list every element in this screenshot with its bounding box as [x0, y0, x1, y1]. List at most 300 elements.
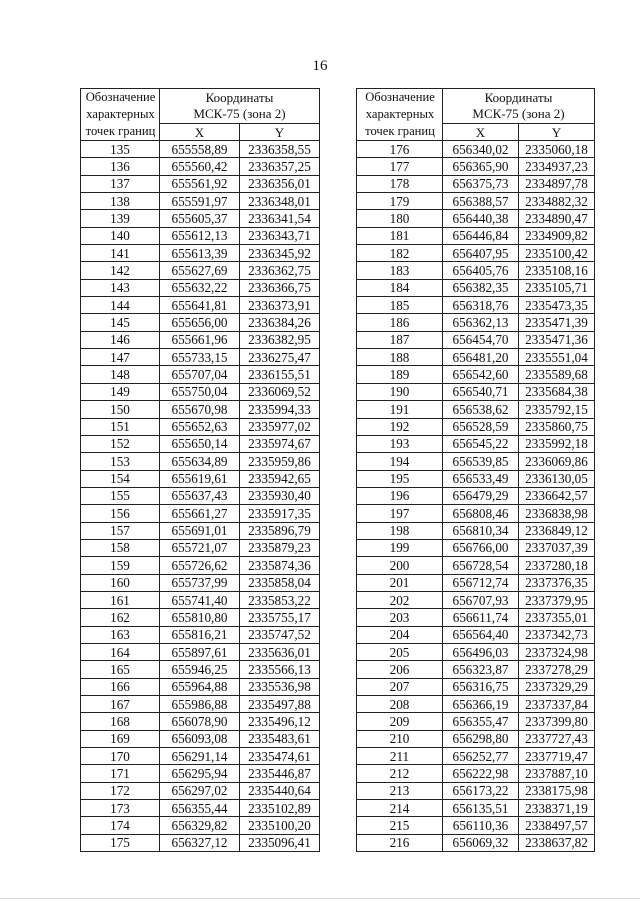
point-number-cell: 152 — [81, 435, 160, 452]
y-coordinate-cell: 2335060,18 — [519, 141, 595, 158]
x-coordinate-cell: 655986,88 — [160, 696, 240, 713]
x-coordinate-cell: 655721,07 — [160, 539, 240, 556]
point-number-cell: 181 — [357, 227, 443, 244]
y-column-header: Y — [240, 124, 320, 141]
point-number-cell: 155 — [81, 487, 160, 504]
y-coordinate-cell: 2336130,05 — [519, 470, 595, 487]
table-row — [81, 175, 320, 192]
point-number-cell: 210 — [357, 730, 443, 747]
point-number-cell: 148 — [81, 366, 160, 383]
y-coordinate-cell: 2337342,73 — [519, 626, 595, 643]
x-coordinate-cell: 655810,80 — [160, 609, 240, 626]
x-coordinate-cell: 656539,85 — [443, 453, 519, 470]
table-row — [81, 383, 320, 400]
table-row — [81, 193, 320, 210]
x-coordinate-cell: 656295,94 — [160, 765, 240, 782]
y-coordinate-cell: 2335566,13 — [240, 661, 320, 678]
x-coordinate-cell: 655634,89 — [160, 453, 240, 470]
point-number-cell: 139 — [81, 210, 160, 227]
point-number-cell: 214 — [357, 800, 443, 817]
y-coordinate-cell: 2335496,12 — [240, 713, 320, 730]
y-coordinate-cell: 2336275,47 — [240, 349, 320, 366]
table-row — [81, 245, 320, 262]
table-row — [357, 210, 595, 227]
table-row — [357, 158, 595, 175]
y-coordinate-cell: 2336343,71 — [240, 227, 320, 244]
table-row — [81, 765, 320, 782]
y-coordinate-cell: 2337355,01 — [519, 609, 595, 626]
y-coordinate-cell: 2335977,02 — [240, 418, 320, 435]
y-coordinate-cell: 2336356,01 — [240, 175, 320, 192]
coordinates-rows-left — [81, 141, 320, 852]
x-coordinate-cell: 656407,95 — [443, 245, 519, 262]
table-row — [357, 817, 595, 834]
table-row — [357, 591, 595, 608]
point-number-cell: 167 — [81, 696, 160, 713]
point-label-header — [81, 89, 160, 141]
x-coordinate-cell: 655612,13 — [160, 227, 240, 244]
point-number-cell: 186 — [357, 314, 443, 331]
coordinates-table-left — [80, 88, 320, 852]
table-row — [81, 366, 320, 383]
coordinate-system: МСК-75 (зона 2) — [193, 106, 286, 121]
x-coordinate-cell: 656362,13 — [443, 314, 519, 331]
table-row — [357, 245, 595, 262]
table-row — [357, 782, 595, 799]
x-coordinate-cell: 656728,54 — [443, 557, 519, 574]
y-coordinate-cell: 2338175,98 — [519, 782, 595, 799]
x-coordinate-cell: 655661,96 — [160, 331, 240, 348]
x-coordinate-cell: 656533,49 — [443, 470, 519, 487]
x-coordinate-cell: 655591,97 — [160, 193, 240, 210]
x-coordinate-cell: 655670,98 — [160, 401, 240, 418]
table-row — [357, 539, 595, 556]
x-coordinate-cell: 655558,89 — [160, 141, 240, 158]
x-coordinate-cell: 656810,34 — [443, 522, 519, 539]
table-row — [357, 643, 595, 660]
y-coordinate-cell: 2336382,95 — [240, 331, 320, 348]
x-coordinate-cell: 655605,37 — [160, 210, 240, 227]
table-row — [81, 279, 320, 296]
point-number-cell: 182 — [357, 245, 443, 262]
point-number-cell: 183 — [357, 262, 443, 279]
y-coordinate-cell: 2336366,75 — [240, 279, 320, 296]
y-coordinate-cell: 2337719,47 — [519, 748, 595, 765]
point-number-cell: 188 — [357, 349, 443, 366]
point-number-cell: 212 — [357, 765, 443, 782]
y-coordinate-cell: 2335589,68 — [519, 366, 595, 383]
table-row — [357, 314, 595, 331]
y-coordinate-cell: 2337280,18 — [519, 557, 595, 574]
x-coordinate-cell: 656528,59 — [443, 418, 519, 435]
table-row — [357, 834, 595, 851]
table-row — [357, 401, 595, 418]
x-coordinate-cell: 655661,27 — [160, 505, 240, 522]
point-label-line3: точек границ — [365, 124, 435, 138]
y-coordinate-cell: 2335100,20 — [240, 817, 320, 834]
point-number-cell: 176 — [357, 141, 443, 158]
y-coordinate-cell: 2335792,15 — [519, 401, 595, 418]
point-number-cell: 179 — [357, 193, 443, 210]
point-number-cell: 209 — [357, 713, 443, 730]
x-coordinate-cell: 656110,36 — [443, 817, 519, 834]
point-number-cell: 149 — [81, 383, 160, 400]
point-number-cell: 166 — [81, 678, 160, 695]
x-coordinate-cell: 656355,47 — [443, 713, 519, 730]
point-number-cell: 157 — [81, 522, 160, 539]
x-coordinate-cell: 655897,61 — [160, 643, 240, 660]
x-coordinate-cell: 656069,32 — [443, 834, 519, 851]
table-row — [81, 210, 320, 227]
point-number-cell: 187 — [357, 331, 443, 348]
y-coordinate-cell: 2337337,84 — [519, 696, 595, 713]
table-row — [357, 696, 595, 713]
table-row — [357, 418, 595, 435]
y-coordinate-cell: 2337376,35 — [519, 574, 595, 591]
table-row — [81, 297, 320, 314]
y-coordinate-cell: 2336642,57 — [519, 487, 595, 504]
x-coordinate-cell: 656611,74 — [443, 609, 519, 626]
x-coordinate-cell: 655561,92 — [160, 175, 240, 192]
y-coordinate-cell: 2334897,78 — [519, 175, 595, 192]
y-coordinate-cell: 2337278,29 — [519, 661, 595, 678]
table-row — [357, 141, 595, 158]
x-coordinate-cell: 656375,73 — [443, 175, 519, 192]
x-coordinate-cell: 655641,81 — [160, 297, 240, 314]
table-row — [81, 487, 320, 504]
point-label-line1: Обозначение — [85, 90, 156, 104]
point-number-cell: 147 — [81, 349, 160, 366]
point-number-cell: 189 — [357, 366, 443, 383]
x-coordinate-cell: 656291,14 — [160, 748, 240, 765]
table-row — [357, 800, 595, 817]
table-row — [357, 227, 595, 244]
point-number-cell: 140 — [81, 227, 160, 244]
point-number-cell: 165 — [81, 661, 160, 678]
table-row — [357, 279, 595, 296]
point-number-cell: 141 — [81, 245, 160, 262]
y-coordinate-cell: 2336384,26 — [240, 314, 320, 331]
table-row — [357, 175, 595, 192]
x-coordinate-cell: 655946,25 — [160, 661, 240, 678]
point-label-line1: Обозначение — [365, 90, 435, 104]
x-coordinate-cell: 656707,93 — [443, 591, 519, 608]
y-coordinate-cell: 2336373,91 — [240, 297, 320, 314]
table-row — [357, 349, 595, 366]
y-coordinate-cell: 2336357,25 — [240, 158, 320, 175]
point-number-cell: 169 — [81, 730, 160, 747]
coordinates-rows-right — [357, 141, 595, 852]
x-coordinate-cell: 655619,61 — [160, 470, 240, 487]
x-coordinate-cell: 656405,76 — [443, 262, 519, 279]
point-number-cell: 158 — [81, 539, 160, 556]
x-coordinate-cell: 656712,74 — [443, 574, 519, 591]
x-coordinate-cell: 656316,75 — [443, 678, 519, 695]
point-number-cell: 164 — [81, 643, 160, 660]
y-coordinate-cell: 2336348,01 — [240, 193, 320, 210]
x-coordinate-cell: 656496,03 — [443, 643, 519, 660]
x-coordinate-cell: 655707,04 — [160, 366, 240, 383]
y-coordinate-cell: 2337324,98 — [519, 643, 595, 660]
coordinates-header — [160, 89, 320, 124]
x-coordinate-cell: 656340,02 — [443, 141, 519, 158]
table-row — [357, 765, 595, 782]
point-number-cell: 156 — [81, 505, 160, 522]
x-coordinate-cell: 655750,04 — [160, 383, 240, 400]
x-coordinate-cell: 656327,12 — [160, 834, 240, 851]
y-coordinate-cell: 2335994,33 — [240, 401, 320, 418]
y-coordinate-cell: 2335536,98 — [240, 678, 320, 695]
point-number-cell: 159 — [81, 557, 160, 574]
x-coordinate-cell: 656297,02 — [160, 782, 240, 799]
point-number-cell: 190 — [357, 383, 443, 400]
point-label-line3: точек границ — [85, 124, 156, 138]
x-coordinate-cell: 655560,42 — [160, 158, 240, 175]
point-number-cell: 175 — [81, 834, 160, 851]
y-coordinate-cell: 2338497,57 — [519, 817, 595, 834]
x-coordinate-cell: 656808,46 — [443, 505, 519, 522]
table-row — [81, 782, 320, 799]
x-coordinate-cell: 656454,70 — [443, 331, 519, 348]
x-coordinate-cell: 655656,00 — [160, 314, 240, 331]
point-number-cell: 160 — [81, 574, 160, 591]
table-row — [81, 696, 320, 713]
y-coordinate-cell: 2338371,19 — [519, 800, 595, 817]
table-row — [81, 227, 320, 244]
table-row — [81, 262, 320, 279]
x-coordinate-cell: 656329,82 — [160, 817, 240, 834]
point-number-cell: 150 — [81, 401, 160, 418]
point-number-cell: 170 — [81, 748, 160, 765]
table-row — [357, 453, 595, 470]
point-number-cell: 207 — [357, 678, 443, 695]
x-coordinate-cell: 655964,88 — [160, 678, 240, 695]
y-coordinate-cell: 2336341,54 — [240, 210, 320, 227]
point-number-cell: 154 — [81, 470, 160, 487]
coordinates-table-right — [356, 88, 595, 852]
x-coordinate-cell: 656135,51 — [443, 800, 519, 817]
point-number-cell: 185 — [357, 297, 443, 314]
table-row — [81, 158, 320, 175]
table-row — [81, 748, 320, 765]
y-coordinate-cell: 2335483,61 — [240, 730, 320, 747]
y-coordinate-cell: 2335896,79 — [240, 522, 320, 539]
point-number-cell: 184 — [357, 279, 443, 296]
x-coordinate-cell: 656222,98 — [443, 765, 519, 782]
table-row — [81, 539, 320, 556]
point-number-cell: 173 — [81, 800, 160, 817]
x-coordinate-cell: 655733,15 — [160, 349, 240, 366]
point-number-cell: 206 — [357, 661, 443, 678]
y-coordinate-cell: 2335474,61 — [240, 748, 320, 765]
point-number-cell: 199 — [357, 539, 443, 556]
y-coordinate-cell: 2336849,12 — [519, 522, 595, 539]
table-row — [81, 331, 320, 348]
y-coordinate-cell: 2335471,36 — [519, 331, 595, 348]
table-row — [81, 678, 320, 695]
table-row — [357, 730, 595, 747]
point-number-cell: 194 — [357, 453, 443, 470]
point-number-cell: 168 — [81, 713, 160, 730]
point-number-cell: 136 — [81, 158, 160, 175]
point-number-cell: 195 — [357, 470, 443, 487]
point-number-cell: 213 — [357, 782, 443, 799]
x-coordinate-cell: 656766,00 — [443, 539, 519, 556]
point-label-line2: характерных — [86, 107, 155, 121]
x-coordinate-cell: 656538,62 — [443, 401, 519, 418]
y-coordinate-cell: 2336069,52 — [240, 383, 320, 400]
y-coordinate-cell: 2335497,88 — [240, 696, 320, 713]
x-coordinate-cell: 655613,39 — [160, 245, 240, 262]
y-coordinate-cell: 2335096,41 — [240, 834, 320, 851]
y-coordinate-cell: 2335102,89 — [240, 800, 320, 817]
y-coordinate-cell: 2335930,40 — [240, 487, 320, 504]
y-coordinate-cell: 2335473,35 — [519, 297, 595, 314]
point-number-cell: 204 — [357, 626, 443, 643]
table-row — [357, 609, 595, 626]
table-row — [357, 366, 595, 383]
table-row — [357, 522, 595, 539]
table-row — [81, 643, 320, 660]
y-coordinate-cell: 2335858,04 — [240, 574, 320, 591]
x-coordinate-cell: 655726,62 — [160, 557, 240, 574]
table-row — [357, 748, 595, 765]
x-coordinate-cell: 655816,21 — [160, 626, 240, 643]
y-coordinate-cell: 2334909,82 — [519, 227, 595, 244]
y-coordinate-cell: 2335874,36 — [240, 557, 320, 574]
coordinates-title: Координаты — [484, 90, 553, 105]
table-row — [357, 435, 595, 452]
point-number-cell: 135 — [81, 141, 160, 158]
coordinate-system: МСК-75 (зона 2) — [472, 106, 565, 121]
table-row — [357, 297, 595, 314]
x-coordinate-cell: 656479,29 — [443, 487, 519, 504]
x-column-header: X — [443, 124, 519, 141]
point-number-cell: 162 — [81, 609, 160, 626]
y-coordinate-cell: 2335747,52 — [240, 626, 320, 643]
point-number-cell: 205 — [357, 643, 443, 660]
table-row — [81, 800, 320, 817]
point-number-cell: 174 — [81, 817, 160, 834]
x-coordinate-cell: 656078,90 — [160, 713, 240, 730]
y-coordinate-cell: 2336358,55 — [240, 141, 320, 158]
point-number-cell: 177 — [357, 158, 443, 175]
x-coordinate-cell: 656388,57 — [443, 193, 519, 210]
y-coordinate-cell: 2335992,18 — [519, 435, 595, 452]
point-number-cell: 202 — [357, 591, 443, 608]
point-number-cell: 211 — [357, 748, 443, 765]
point-number-cell: 196 — [357, 487, 443, 504]
table-row — [357, 383, 595, 400]
x-coordinate-cell: 656382,35 — [443, 279, 519, 296]
x-coordinate-cell: 656318,76 — [443, 297, 519, 314]
x-coordinate-cell: 655637,43 — [160, 487, 240, 504]
x-coordinate-cell: 656542,60 — [443, 366, 519, 383]
y-column-header: Y — [519, 124, 595, 141]
x-coordinate-cell: 655632,22 — [160, 279, 240, 296]
table-row — [81, 141, 320, 158]
point-number-cell: 151 — [81, 418, 160, 435]
y-coordinate-cell: 2336838,98 — [519, 505, 595, 522]
point-number-cell: 138 — [81, 193, 160, 210]
y-coordinate-cell: 2334890,47 — [519, 210, 595, 227]
x-coordinate-cell: 656365,90 — [443, 158, 519, 175]
y-coordinate-cell: 2337379,95 — [519, 591, 595, 608]
point-number-cell: 178 — [357, 175, 443, 192]
table-row — [357, 487, 595, 504]
point-number-cell: 144 — [81, 297, 160, 314]
x-coordinate-cell: 656298,80 — [443, 730, 519, 747]
y-coordinate-cell: 2337037,39 — [519, 539, 595, 556]
x-coordinate-cell: 655741,40 — [160, 591, 240, 608]
coordinates-title: Координаты — [205, 90, 274, 105]
x-coordinate-cell: 655691,01 — [160, 522, 240, 539]
y-coordinate-cell: 2335440,64 — [240, 782, 320, 799]
point-number-cell: 142 — [81, 262, 160, 279]
y-coordinate-cell: 2337399,80 — [519, 713, 595, 730]
point-number-cell: 215 — [357, 817, 443, 834]
table-row — [357, 331, 595, 348]
table-row — [81, 522, 320, 539]
table-row — [357, 661, 595, 678]
y-coordinate-cell: 2336155,51 — [240, 366, 320, 383]
point-number-cell: 172 — [81, 782, 160, 799]
y-coordinate-cell: 2337887,10 — [519, 765, 595, 782]
point-number-cell: 180 — [357, 210, 443, 227]
page-number: 16 — [312, 58, 328, 74]
y-coordinate-cell: 2335471,39 — [519, 314, 595, 331]
y-coordinate-cell: 2335860,75 — [519, 418, 595, 435]
x-coordinate-cell: 656355,44 — [160, 800, 240, 817]
table-row — [81, 609, 320, 626]
table-row — [81, 453, 320, 470]
point-number-cell: 193 — [357, 435, 443, 452]
point-label-header — [357, 89, 443, 141]
x-coordinate-cell: 656540,71 — [443, 383, 519, 400]
table-row — [357, 470, 595, 487]
point-number-cell: 201 — [357, 574, 443, 591]
y-coordinate-cell: 2335755,17 — [240, 609, 320, 626]
y-coordinate-cell: 2335917,35 — [240, 505, 320, 522]
y-coordinate-cell: 2334937,23 — [519, 158, 595, 175]
y-coordinate-cell: 2334882,32 — [519, 193, 595, 210]
y-coordinate-cell: 2335636,01 — [240, 643, 320, 660]
point-number-cell: 137 — [81, 175, 160, 192]
point-number-cell: 161 — [81, 591, 160, 608]
table-row — [357, 713, 595, 730]
y-coordinate-cell: 2335100,42 — [519, 245, 595, 262]
coordinates-header — [443, 89, 595, 124]
point-number-cell: 208 — [357, 696, 443, 713]
table-row — [81, 505, 320, 522]
x-column-header: X — [160, 124, 240, 141]
table-row — [81, 435, 320, 452]
y-coordinate-cell: 2335684,38 — [519, 383, 595, 400]
table-row — [81, 834, 320, 851]
y-coordinate-cell: 2337329,29 — [519, 678, 595, 695]
table-row — [81, 713, 320, 730]
y-coordinate-cell: 2335942,65 — [240, 470, 320, 487]
x-coordinate-cell: 655627,69 — [160, 262, 240, 279]
y-coordinate-cell: 2335446,87 — [240, 765, 320, 782]
table-row — [81, 661, 320, 678]
x-coordinate-cell: 656093,08 — [160, 730, 240, 747]
y-coordinate-cell: 2335551,04 — [519, 349, 595, 366]
table-row — [81, 574, 320, 591]
point-number-cell: 143 — [81, 279, 160, 296]
point-number-cell: 145 — [81, 314, 160, 331]
table-row — [357, 678, 595, 695]
